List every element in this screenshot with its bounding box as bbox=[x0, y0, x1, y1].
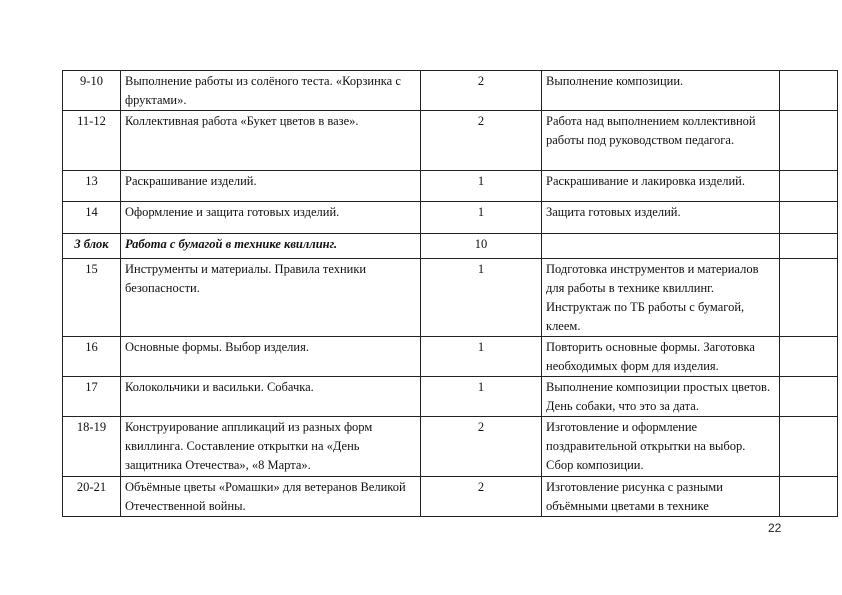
block-label: 3 блок bbox=[63, 234, 121, 259]
row-number: 18-19 bbox=[63, 417, 121, 477]
notes-cell bbox=[780, 71, 838, 111]
lesson-hours: 1 bbox=[421, 337, 542, 377]
block-title: Работа с бумагой в технике квиллинг. bbox=[121, 234, 421, 259]
notes-cell bbox=[780, 202, 838, 234]
lesson-topic: Основные формы. Выбор изделия. bbox=[121, 337, 421, 377]
table-row bbox=[63, 417, 838, 477]
table-row bbox=[63, 259, 838, 337]
lesson-activity: Подготовка инструментов и материалов для работы в технике квиллинг. Инструктаж по ТБ работы с бумагой, клеем. bbox=[542, 259, 780, 337]
row-number: 14 bbox=[63, 202, 121, 234]
table-row bbox=[63, 337, 838, 377]
notes-cell bbox=[780, 111, 838, 171]
row-number: 15 bbox=[63, 259, 121, 337]
lesson-activity: Повторить основные формы. Заготовка необходимых форм для изделия. bbox=[542, 337, 780, 377]
table-row bbox=[63, 377, 838, 417]
lesson-activity: Раскрашивание и лакировка изделий. bbox=[542, 171, 780, 202]
notes-cell bbox=[780, 234, 838, 259]
lesson-hours: 2 bbox=[421, 477, 542, 517]
notes-cell bbox=[780, 417, 838, 477]
lesson-activity: Работа над выполнением коллективной работы под руководством педагога. bbox=[542, 111, 780, 171]
lesson-hours: 2 bbox=[421, 71, 542, 111]
row-number: 16 bbox=[63, 337, 121, 377]
lesson-topic: Коллективная работа «Букет цветов в вазе». bbox=[121, 111, 421, 171]
lesson-hours: 1 bbox=[421, 377, 542, 417]
page-number: 22 bbox=[768, 521, 782, 535]
lesson-topic: Оформление и защита готовых изделий. bbox=[121, 202, 421, 234]
lesson-topic: Раскрашивание изделий. bbox=[121, 171, 421, 202]
lesson-hours: 1 bbox=[421, 202, 542, 234]
lesson-topic: Выполнение работы из солёного теста. «Корзинка с фруктами». bbox=[121, 71, 421, 111]
lesson-activity bbox=[542, 234, 780, 259]
table-row bbox=[63, 111, 838, 171]
row-number: 11-12 bbox=[63, 111, 121, 171]
row-number: 9-10 bbox=[63, 71, 121, 111]
lesson-hours: 2 bbox=[421, 111, 542, 171]
notes-cell bbox=[780, 171, 838, 202]
lesson-activity: Выполнение композиции. bbox=[542, 71, 780, 111]
row-number: 17 bbox=[63, 377, 121, 417]
lesson-activity: Выполнение композиции простых цветов. День собаки, что это за дата. bbox=[542, 377, 780, 417]
lesson-hours: 1 bbox=[421, 171, 542, 202]
block-hours: 10 bbox=[421, 234, 542, 259]
lesson-topic: Конструирование аппликаций из разных форм квиллинга. Составление открытки на «День защитника Отечества», «8 Марта». bbox=[121, 417, 421, 477]
lesson-activity: Защита готовых изделий. bbox=[542, 202, 780, 234]
table-row bbox=[63, 477, 838, 517]
table-row bbox=[63, 202, 838, 234]
lesson-activity: Изготовление рисунка с разными объёмными цветами в технике bbox=[542, 477, 780, 517]
lesson-hours: 1 bbox=[421, 259, 542, 337]
lesson-topic: Объёмные цветы «Ромашки» для ветеранов Великой Отечественной войны. bbox=[121, 477, 421, 517]
notes-cell bbox=[780, 337, 838, 377]
notes-cell bbox=[780, 477, 838, 517]
table-row bbox=[63, 71, 838, 111]
lesson-topic: Колокольчики и васильки. Собачка. bbox=[121, 377, 421, 417]
notes-cell bbox=[780, 259, 838, 337]
row-number: 13 bbox=[63, 171, 121, 202]
lesson-activity: Изготовление и оформление поздравительной открытки на выбор. Сбор композиции. bbox=[542, 417, 780, 477]
lesson-hours: 2 bbox=[421, 417, 542, 477]
row-number: 20-21 bbox=[63, 477, 121, 517]
table-row bbox=[63, 171, 838, 202]
lesson-topic: Инструменты и материалы. Правила техники безопасности. bbox=[121, 259, 421, 337]
block-header-row bbox=[63, 234, 838, 259]
notes-cell bbox=[780, 377, 838, 417]
lesson-plan-table bbox=[62, 70, 838, 517]
